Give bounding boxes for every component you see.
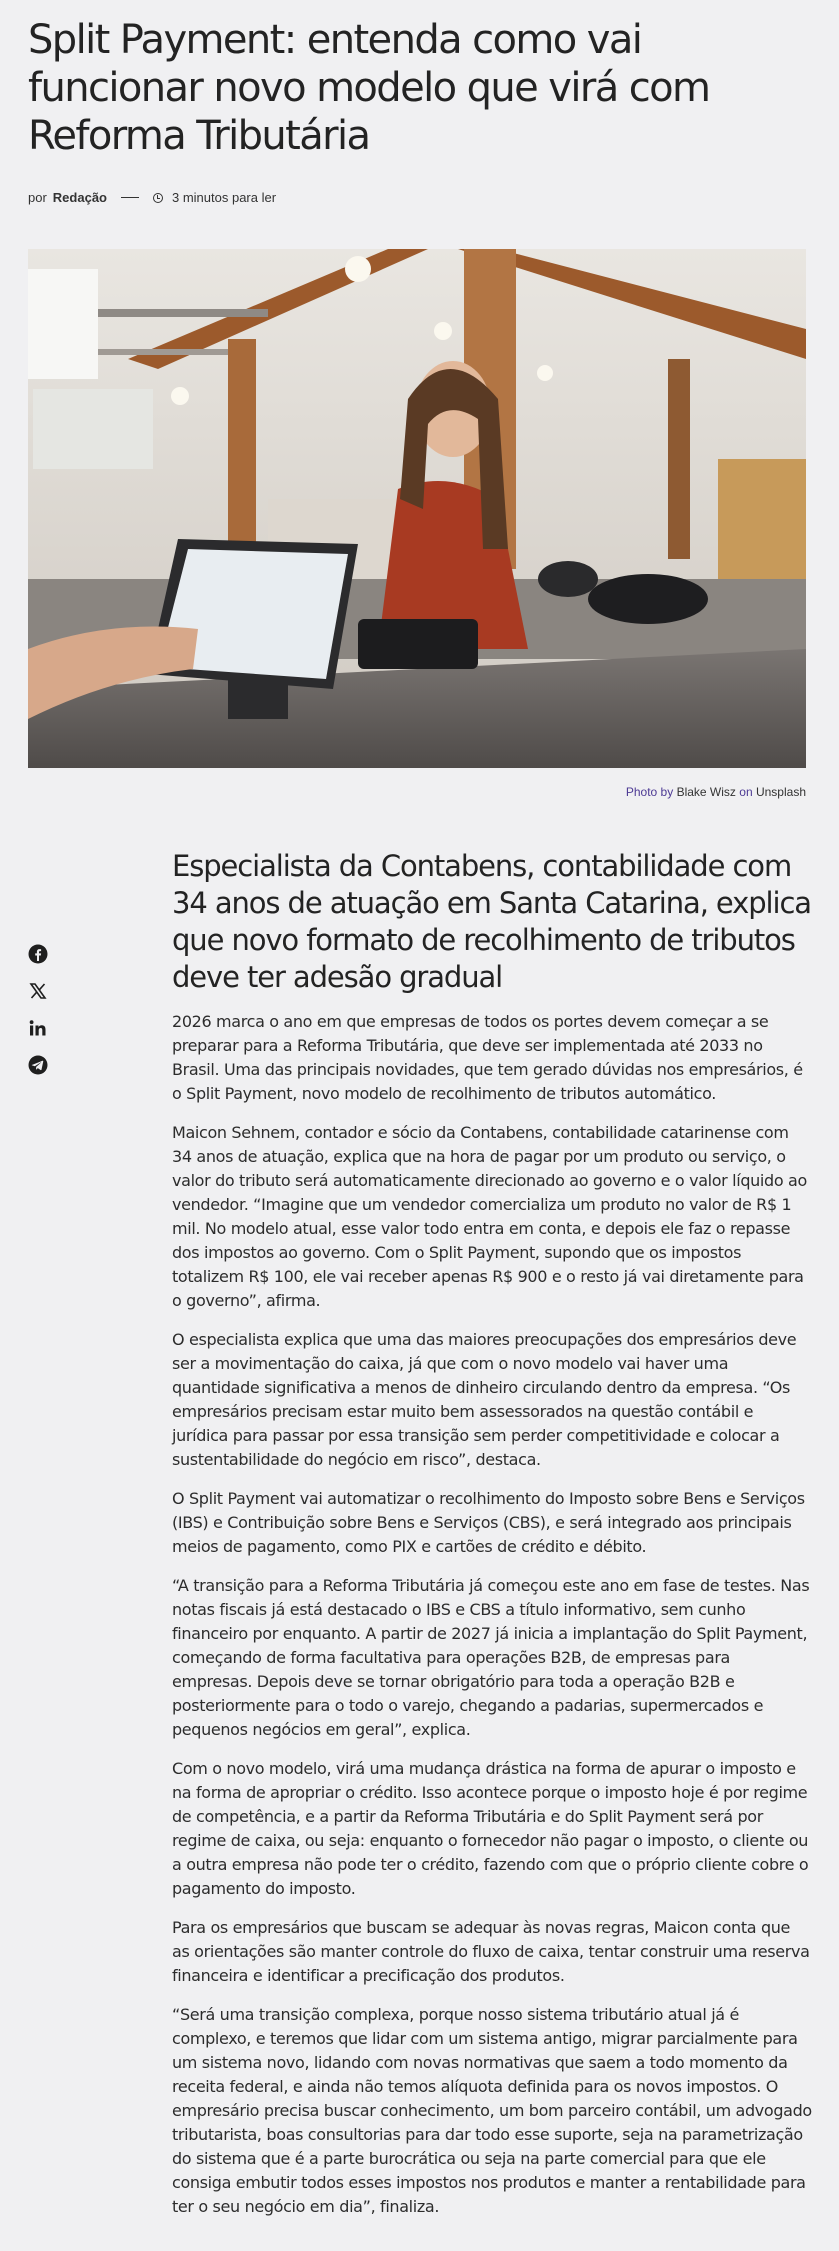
byline-prefix: por (28, 190, 47, 205)
facebook-icon[interactable] (28, 944, 48, 964)
paragraph: O especialista explica que uma das maiores preocupações dos empresários deve ser a movimentação do caixa, já que com o novo modelo vai haver uma quantidade significativa a menos de dinheiro circulando dentro da empresa. “Os empresários precisam estar muito bem assessorados na questão contábil e jurídica para passar por essa transição sem perder competitividade e colocar a sustentabilidade do negócio em risco”, destaca. (172, 1330, 797, 1469)
article-body (172, 1010, 812, 2234)
paragraph: O Split Payment vai automatizar o recolhimento do Imposto sobre Bens e Serviços (IBS) e Contribuição sobre Bens e Serviços (CBS), e será integrado aos principais meios de pagamento, como PIX e cartões de crédito e débito. (172, 1489, 805, 1556)
author-link[interactable]: Redação (52, 190, 107, 205)
paragraph: Maicon Sehnem, contador e sócio da Contabens, contabilidade catarinense com 34 anos de atuação, explica que na hora de pagar por um produto ou serviço, o valor do tributo será automaticamente direcionado ao governo e o valor líquido ao vendedor. “Imagine que um vendedor comercializa um produto no valor de R$ 1 mil. No modelo atual, esse valor todo entra em conta, e depois ele faz o repasse dos impostos ao governo. Com o Split Payment, supondo que os impostos totalizem R$ 100, ele vai receber apenas R$ 900 e o resto já vai diretamente para o governo”, afirma. (172, 1123, 807, 1310)
x-icon[interactable] (28, 981, 48, 1001)
byline (28, 190, 276, 205)
byline-divider (121, 197, 139, 198)
paragraph: 2026 marca o ano em que empresas de todos os portes devem começar a se preparar para a Reforma Tributária, que deve ser implementada até 2033 no Brasil. Uma das principais novidades, que tem gerado dúvidas nos empresários, é o Split Payment, novo modelo de recolhimento de tributos automático. (172, 1012, 803, 1103)
article-title: Split Payment: entenda como vai funcionar novo modelo que virá com Reforma Tributária (28, 17, 710, 159)
paragraph: “A transição para a Reforma Tributária já começou este ano em fase de testes. Nas notas fiscais já está destacado o IBS e CBS a título informativo, sem cunho financeiro por enquanto. A partir de 2027 já inicia a implantação do Split Payment, começando de forma facultativa para operações B2B, de empresas para empresas. Depois deve se tornar obrigatório para toda a operação B2B e posteriormente para o todo o varejo, chegando a padarias, supermercados e pequenos negócios em geral”, explica. (172, 1576, 810, 1739)
share-bar (28, 944, 48, 1075)
hero-photo (28, 249, 806, 768)
paragraph: Com o novo modelo, virá uma mudança drástica na forma de apurar o imposto e na forma de apropriar o crédito. Isso acontece porque o imposto hoje é por regime de competência, e a partir da Reforma Tributária e do Split Payment será por regime de caixa, ou seja: enquanto o fornecedor não pagar o imposto, o cliente ou a outra empresa não pode ter o crédito, fazendo com que o próprio cliente cobre o pagamento do imposto. (172, 1759, 809, 1898)
paragraph: Para os empresários que buscam se adequar às novas regras, Maicon conta que as orientações são manter controle do fluxo de caixa, tentar construir uma reserva financeira e identificar a precificação dos produtos. (172, 1918, 810, 1985)
by-label: by (660, 785, 674, 799)
hero-image (28, 249, 806, 768)
unsplash-link[interactable]: Unsplash (755, 785, 806, 799)
paragraph: “Será uma transição complexa, porque nosso sistema tributário atual já é complexo, e teremos que lidar com um sistema antigo, migrar parcialmente para um sistema novo, lidando com novas normativas que saem a todo momento da receita federal, e ainda não temos alíquota definida para os novos impostos. O empresário precisa buscar conhecimento, um bom parceiro contábil, um advogado tributarista, boas consultorias para dar todo esse suporte, seja na parametrização do sistema que é a parte burocrática ou seja na parte comercial para que ele consiga embutir todos esses impostos nos produtos e manter a rentabilidade para ter o seu negócio em dia”, finaliza. (172, 2005, 812, 2216)
reading-time: 3 minutos para ler (172, 190, 277, 205)
linkedin-icon[interactable] (28, 1018, 48, 1038)
article-lead: Especialista da Contabens, contabilidade com 34 anos de atuação em Santa Catarina, explica que novo formato de recolhimento de tributos deve ter adesão gradual (172, 849, 811, 994)
on-label: on (739, 785, 753, 799)
telegram-icon[interactable] (28, 1055, 48, 1075)
photographer-link[interactable]: Blake Wisz (676, 785, 736, 799)
clock-icon (153, 193, 163, 203)
photo-link[interactable]: Photo (625, 785, 658, 799)
image-credit (626, 785, 806, 799)
